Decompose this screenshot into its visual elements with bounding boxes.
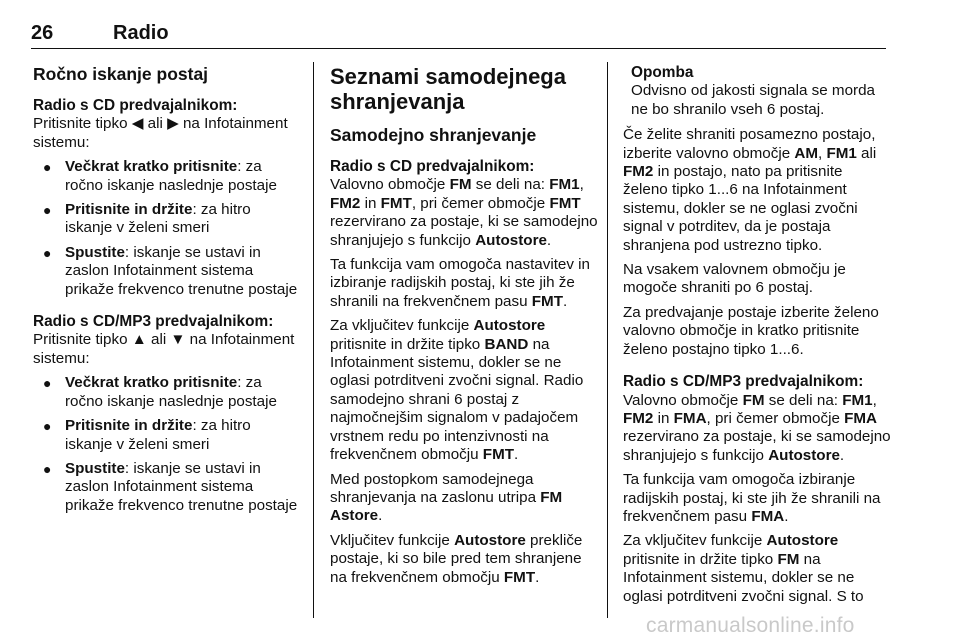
bullet-icon: ● (43, 202, 52, 219)
note-box (623, 64, 891, 119)
mp3-radio-heading: Radio s CD/MP3 predvajalnikom: (33, 313, 274, 331)
mp3-radio-heading-2: Radio s CD/MP3 predvajalnikom: (623, 373, 864, 391)
list-item: ● Spustite: iskanje se ustavi in zaslon Infotainment sistema prikaže frekvenco trenutne postaje (43, 459, 298, 514)
chapter-title: Radio (113, 22, 169, 44)
cd-intro: Pritisnite tipko ◀ ali ▶ na Infotainment sistemu: (33, 115, 288, 151)
column-2 (330, 64, 598, 593)
paragraph: Valovno območje FM se deli na: FM1, FM2 in FMT, pri čemer območje FMT rezervirano za postaje, ki se samodejno shranjujejo s funkcijo Autostore. (330, 176, 598, 249)
section-title-autostore-lists: Seznami samodejnega shranjevanja (330, 64, 566, 114)
paragraph: Vključitev funkcije Autostore prekliče postaje, ki so bile pred tem shranjene na frekvenčnem območju FMT. (330, 531, 583, 586)
cd-radio-heading-2: Radio s CD predvajalnikom: (330, 158, 535, 175)
subsection-title-autostore: Samodejno shranjevanje (330, 125, 537, 145)
section-title-manual-search: Ročno iskanje postaj (33, 64, 209, 84)
note-text: Odvisno od jakosti signala se morda ne bo shranilo vseh 6 postaj. (631, 82, 875, 118)
paragraph: Za predvajanje postaje izberite želeno valovno območje in kratko pritisnite želeno postajno tipko 1...6. (623, 303, 879, 358)
paragraph: Ta funkcija vam omogoča izbiranje radijskih postaj, ki ste jih že shranili na frekvenčnem pasu FMA. (623, 471, 881, 525)
paragraph: Če želite shraniti posamezno postajo, izberite valovno območje AM, FM1 ali FM2 in postajo, nato pa pritisnite želeno tipko 1...6 na Infotainment sistemu, dokler se ne oglasi zvočni signal v potrditev, da je postaja shranjena pod ustrezno tipko. (623, 126, 877, 254)
paragraph: Med postopkom samodejnega shranjevanja na zaslonu utripa FM Astore. (330, 470, 563, 525)
mp3-intro: Pritisnite tipko ▲ ali ▼ na Infotainment sistemu: (33, 331, 295, 367)
paragraph: Valovno območje FM se deli na: FM1, FM2 in FMA, pri čemer območje FMA rezervirano za postaje, ki se samodejno shranjujejo s funkcijo Autostore. (623, 391, 891, 464)
column-divider-1 (313, 62, 314, 618)
bullet-icon: ● (43, 244, 52, 261)
paragraph: Ta funkcija vam omogoča nastavitev in izbiranje radijskih postaj, ki ste jih že shranili na frekvenčnem pasu FMT. (330, 256, 591, 310)
bullet-icon: ● (43, 460, 52, 477)
column-1 (33, 64, 301, 523)
paragraph: Za vključitev funkcije Autostore pritisnite in držite tipko FM na Infotainment sistemu, dokler se ne oglasi potrditveni zvočni signal. S to (623, 532, 864, 605)
watermark: carmanualsonline.info (646, 614, 855, 637)
column-divider-2 (607, 62, 608, 618)
paragraph: Na vsakem valovnem območju je mogoče shraniti po 6 postaj. (623, 261, 846, 297)
paragraph: Za vključitev funkcije Autostore pritisnite in držite tipko BAND na Infotainment sistemu, dokler se ne oglasi potrditveni zvočni signal. Radio samodejno shrani 6 postaj z najmočnejšim signalom v padajočem vrstnem redu po intenzivnosti na frekvenčnem območju FMT. (330, 317, 584, 464)
cd-bullet-list (33, 158, 301, 299)
list-item: ● Večkrat kratko pritisnite: za ročno iskanje naslednje postaje (43, 158, 277, 194)
bullet-icon: ● (43, 418, 52, 435)
list-item: ● Pritisnite in držite: za hitro iskanje v želeni smeri (43, 417, 251, 453)
note-title: Opomba (631, 64, 694, 81)
bullet-icon: ● (43, 159, 52, 176)
cd-radio-heading: Radio s CD predvajalnikom: (33, 97, 238, 114)
list-item: ● Večkrat kratko pritisnite: za ročno iskanje naslednje postaje (43, 374, 277, 410)
bullet-icon: ● (43, 375, 52, 392)
header-rule (31, 48, 886, 49)
list-item: ● Pritisnite in držite: za hitro iskanje v želeni smeri (43, 201, 251, 237)
page-number: 26 (31, 22, 54, 44)
page-header (31, 20, 886, 50)
mp3-bullet-list (33, 374, 301, 515)
column-3 (623, 64, 891, 612)
list-item: ● Spustite: iskanje se ustavi in zaslon Infotainment sistema prikaže frekvenco trenutne postaje (43, 243, 298, 298)
